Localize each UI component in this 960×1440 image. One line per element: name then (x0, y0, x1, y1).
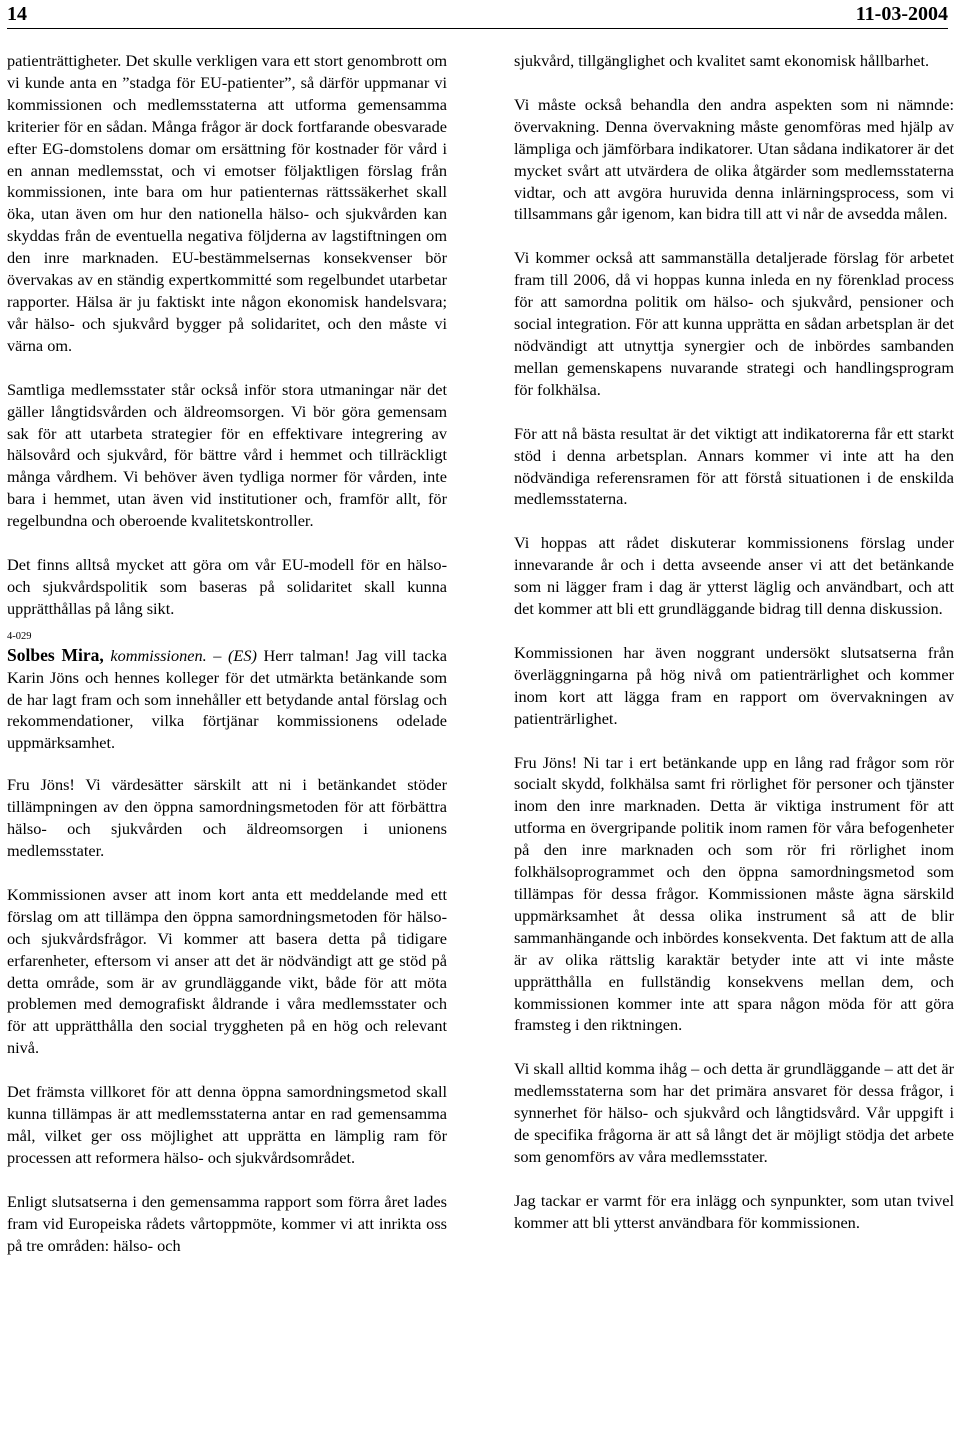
page-number: 14 (7, 3, 27, 25)
speaker-role: kommissionen. (110, 645, 207, 665)
paragraph: Kommissionen avser att inom kort anta ett meddelande med ett förslag om att tillämpa den öppna samordningsmetoden för hälso- och sjukvårdsfrågor. Vi kommer att basera detta på tidigare erfarenheter, eftersom vi anser att det är nödvändigt att ge stöd på detta område, som är av grundläggande vikt, både för att möta problemen med demografiskt åldrande i våra medlemsstater och för att upprätthålla den social tryggheten på en hög och relevant nivå. (7, 884, 447, 1058)
left-column (7, 50, 447, 1279)
paragraph: Det finns alltså mycket att göra om vår EU-modell för en hälso- och sjukvårdspolitik som baseras på solidaritet skall kunna upprätthållas på lång sikt. (7, 555, 447, 618)
paragraph: Fru Jöns! Ni tar i ert betänkande upp en lång rad frågor som rör socialt skydd, folkhälsa samt fri rörlighet för personer och tjänster inom den inre marknaden. Detta är viktiga instrument för att utforma en övergripande politik inom ramen för våra befogenheter på den inre marknaden och som rör fri rörlighet inom folkhälsoprogrammet och den öppna samordningsmetod som tillämpas för dessa frågor. Kommissionen måste ägna särskild uppmärksamhet åt dessa olika instrument så att de blir sammanhängande och inbördes konsekventa. Det faktum att de alla är av olika rättslig karaktär betyder inte att vi inte måste upprätthålla en fullständig konsekvens mellan dem, och kommissionen kommer inte att spara någon möda för att göra framsteg i den riktningen. (514, 752, 954, 1035)
paragraph: Vi måste också behandla den andra aspekten som ni nämnde: övervakning. Denna övervakning måste genomföras med hjälp av lämpliga och jämförbara indikatorer. Utan sådana indikatorer är det mycket svårt att utvärdera de olika åtgärder som medlemsstaterna vidtar, och att avgöra huruvida denna inlärningsprocess, som vi tillsammans går igenom, kan bidra till att vi når de avsedda målen. (514, 94, 954, 224)
speaker-language: – (ES) (213, 645, 257, 665)
speech-text: Herr talman! Jag vill tacka Karin Jöns och hennes kolleger för det utmärkta betänkande som de har lagt fram och som innehåller ett betydande antal förslag och rekommendationer, vilka förtjänar kommissionens odelade uppmärksamhet. (7, 645, 447, 753)
paragraph: Det främsta villkoret för att denna öppna samordningsmetod skall kunna tillämpas är att medlemsstaterna antar en rad gemensamma mål, vilket ger oss möjlighet att upprätta en lämplig ram för processen att reformera hälso- och sjukvårdsområdet. (7, 1082, 447, 1167)
page-header (7, 0, 948, 29)
right-column (514, 50, 954, 1256)
paragraph: Vi skall alltid komma ihåg – och detta är grundläggande – att det är medlemsstaterna som har det primära ansvaret för dessa frågor, i synnerhet för hälso- och sjukvård och långtidsvård. Vår uppgift i de specifika frågorna är att så långt det är möjligt stödja det arbete som genomförs av våra medlemsstater. (514, 1059, 954, 1166)
speech-reference-number: 4-029 (7, 630, 32, 642)
paragraph: sjukvård, tillgänglighet och kvalitet samt ekonomisk hållbarhet. (514, 51, 930, 70)
document-date: 11-03-2004 (855, 3, 948, 25)
paragraph: Jag tackar er varmt för era inlägg och synpunkter, som utan tvivel kommer att bli ytterst användbara för kommissionen. (514, 1190, 954, 1232)
paragraph: Samtliga medlemsstater står också inför stora utmaningar när det gäller långtidsvården och äldreomsorgen. Vi bör göra gemensam sak för att utarbeta strategier för en effektivare integrering av hälsovård och sjukvård, för bättre vård i hemmet och tillräckligt många vårdhem. Vi behöver även tydliga normer för vården, inte bara i hemmet, utan även vid institutioner och, framför allt, för regelbundna och oberoende kvalitetskontroller. (7, 379, 447, 531)
speaker-name: Solbes Mira, (7, 644, 104, 665)
paragraph: Kommissionen har även noggrant undersökt slutsatserna från överläggningarna på hög nivå om patienträrlighet och kommer inom kort att lägga fram en rapport om övervakningen av patienträrlighet. (514, 642, 954, 728)
paragraph: patienträttigheter. Det skulle verkligen vara ett stort genombrott om vi kunde anta en ”stadga för EU-patienter”, så därför uppmanar vi kommissionen och medlemsstaterna att utforma gemensamma kriterier för en sådan. Många frågor är dock fortfarande obesvarade efter EG-domstolens domar om ersättning för kostnader för vård i en annan medlemsstat, och vi emotser följaktligen förslag från kommissionen, inte bara om hur patienternas rättssäkerhet skall öka, utan även om hur den nationella hälso- och sjukvården kan skyddas från de eventuella negativa följderna av lagstiftningen om den inre marknaden. EU-bestämmelsernas konsekvenser bör övervakas av en ständig expertkommitté som regelbundet utarbetar rapporter. Hälsa är ju faktiskt inte någon ekonomisk handelsvara; vår hälso- och sjukvård bygger på solidaritet, och den måste vi värna om. (7, 51, 447, 355)
paragraph: För att nå bästa resultat är det viktigt att indikatorerna får ett starkt stöd i denna arbetsplan. Annars kommer vi inte att ha den nödvändiga referensramen för att förstå situationen i de enskilda medlemsstaterna. (514, 423, 954, 509)
paragraph: Fru Jöns! Vi värdesätter särskilt att ni i betänkandet stöder tillämpningen av den öppna samordningsmetoden för att förbättra hälso- och sjukvården och äldreomsorgen i unionens medlemsstater. (7, 775, 447, 860)
paragraph: Vi kommer också att sammanställa detaljerade förslag för arbetet fram till 2006, då vi hoppas kunna inleda en ny förenklad process för att samordna politik om hälso- och sjukvård, pensioner och social integration. För att kunna upprätta en sådan arbetsplan är det nödvändigt att utnyttja synergier och de inbördes sambanden mellan gemenskapens nuvarande strategi och handlingsprogram för folkhälsa. (514, 248, 954, 399)
paragraph: Vi hoppas att rådet diskuterar kommissionens förslag under innevarande år och i detta avseende anser vi att det betänkande som ni lägger fram i dag är ytterst läglig och användbart, och att det kommer att bli ett grundläggande bidrag till denna diskussion. (514, 533, 954, 619)
paragraph: Enligt slutsatserna i den gemensamma rapport som förra året lades fram vid Europeiska rådets vårtoppmöte, kommer vi att inrikta oss på tre områden: hälso- och (7, 1191, 447, 1255)
speech-paragraph (7, 645, 447, 755)
